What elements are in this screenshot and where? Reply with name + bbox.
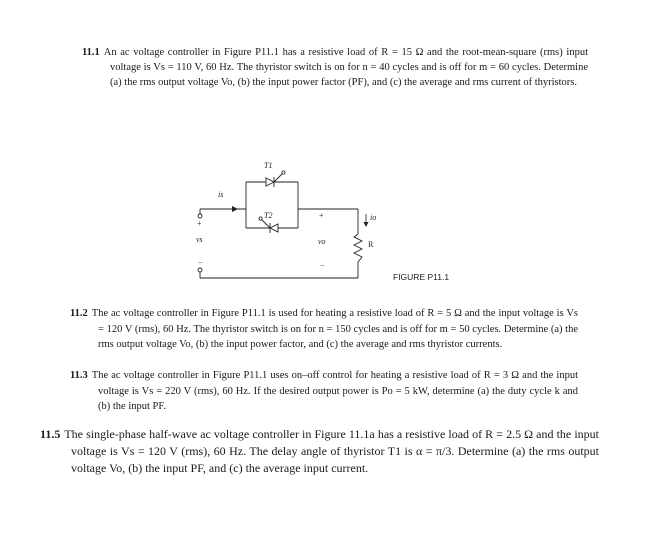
problem-number: 11.1 [82,47,100,58]
problem-11-5 [40,426,599,477]
problem-text: An ac voltage controller in Figure P11.1 has a resistive load of R = 15 Ω and the root-mean-square (rms) input voltage is Vs = 110 V, 60 Hz. The thyristor switch is on for n = 40 cycles and is off for m = 60 cycles. Determine (a) the rms output voltage Vo, (b) the input power factor (PF), and (c) the average and rms current of thyristors. [103,47,588,88]
problem-text: The ac voltage controller in Figure P11.1 uses on–off control for heating a resistive load of R = 3 Ω and the input voltage is Vs = 220 V (rms), 60 Hz. If the desired output power is Po = 5 kW, determine (a) the duty cycle k and (b) the input PF. [91,370,578,412]
problem-number: 11.3 [70,370,88,381]
load-resistor [354,234,362,262]
label-vo: vo [318,237,326,246]
circuit-diagram [186,152,436,292]
label-t1: T1 [264,161,273,170]
problem-number: 11.2 [70,308,88,319]
thyristor-t1 [266,171,285,187]
label-t2: T2 [264,211,273,220]
label-vs: vs [196,235,203,244]
io-arrow [364,222,369,227]
problem-11-1 [82,45,588,90]
label-r: R [368,240,374,249]
problem-11-3 [70,368,578,415]
problem-text: The ac voltage controller in Figure P11.1 is used for heating a resistive load of R = 5 Ω and the input voltage is Vs = 120 V (rms), 60 Hz. The thyristor switch is on for n = 150 cycles and is off for m = 50 cycles. Determine (a) the rms output voltage Vo, (b) the input power factor, and (c) the average and rms thyristor currents. [91,308,578,350]
problem-11-2 [70,306,578,353]
figure-caption: FIGURE P11.1 [393,272,450,282]
input-terminal-top [198,214,202,218]
problem-number: 11.5 [40,427,61,441]
label-minus-vo: − [320,261,325,270]
label-io: io [370,213,377,222]
label-plus-vs: + [197,219,202,228]
label-is: is [218,190,224,199]
problem-text: The single-phase half-wave ac voltage controller in Figure 11.1a has a resistive load of R = 2.5 Ω and the input voltage is Vs = 120 V (rms), 60 Hz. The delay angle of thyristor T1 is α = π/3. Determine (a) the rms output voltage Vo, (b) the input PF, and (c) the average input current. [64,427,599,475]
input-terminal-bottom [198,268,202,272]
label-plus-vo: + [319,211,324,220]
label-minus-vs: − [198,258,203,267]
is-arrow [232,206,238,212]
